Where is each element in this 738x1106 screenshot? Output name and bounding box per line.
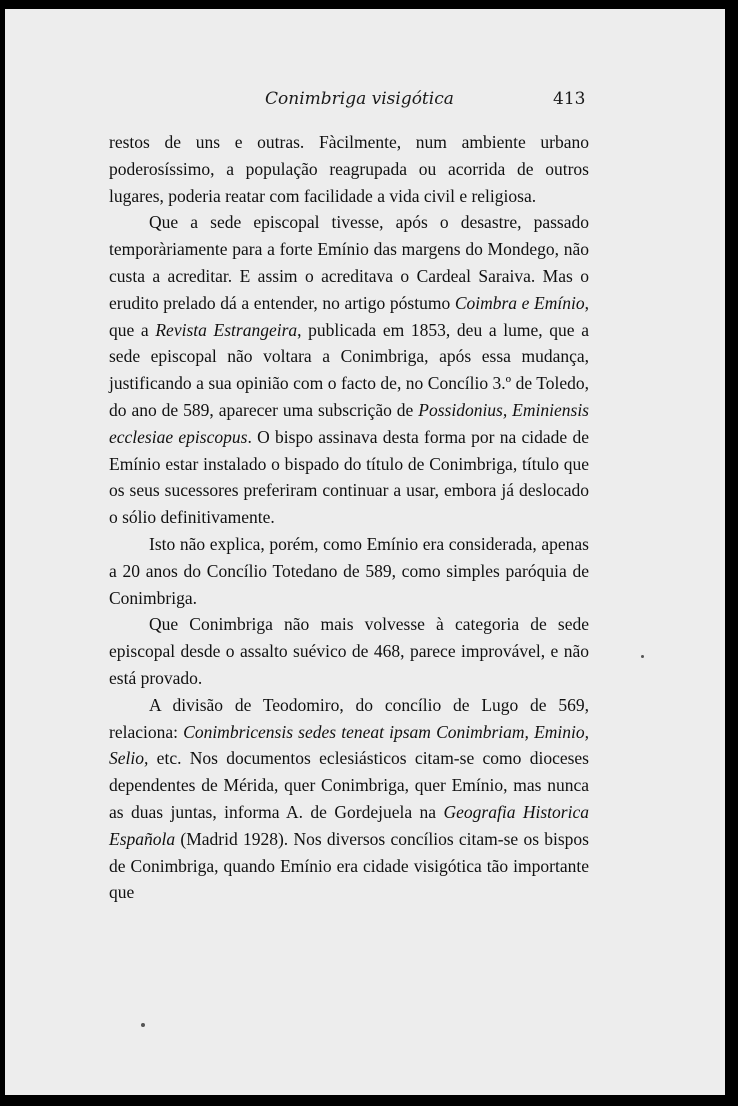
book-page bbox=[5, 9, 725, 1095]
page-number: 413 bbox=[553, 89, 586, 109]
paragraph bbox=[109, 531, 589, 611]
italic-title-revista-estrangeira: Revista Estrangeira bbox=[155, 319, 298, 340]
text-run: restos de uns e outras. Fàcilmente, num ambiente urbano poderosíssimo, a população reagrupada ou acorrida de outros lugares, poderia reatar com facilidade a vida civil e religiosa. bbox=[109, 132, 589, 206]
italic-latin-quote: Conimbricensis sedes teneat ipsam Conimbriam, Eminio, Selio, bbox=[109, 721, 590, 769]
text-run: , publicada em 1853, deu a lume, que a sede episcopal não voltara a Conimbriga, após essa mudança, justificando a sua opinião com o facto de, no Concílio 3.º de Toledo, do ano de 589, aparecer uma subscrição de bbox=[109, 319, 589, 420]
text-run: . O bispo assinava desta forma por na cidade de Emínio estar instalado o bispado do título de Conimbriga, título que os seus sucessores preferiram continuar a usar, embora já deslocado o sólio definitivamente. bbox=[109, 426, 589, 528]
paragraph bbox=[109, 129, 589, 209]
text-run: A divisão de Teodomiro, do concílio de Lugo de 569, relaciona: bbox=[109, 694, 589, 742]
text-run: Que a sede episcopal tivesse, após o desastre, passado temporàriamente para a forte Emínio das margens do Mondego, não custa a acreditar. E assim o acreditava o Cardeal Saraiva. Mas o erudito prelado dá a entender, no artigo póstumo bbox=[109, 212, 589, 313]
text-run: etc. Nos documentos eclesiásticos citam-se como dioceses dependentes de Mérida, quer Conimbriga, quer Emínio, mas nunca as duas juntas, informa A. de Gordejuela na bbox=[109, 748, 589, 822]
italic-latin-subscription: Possidonius, Eminiensis ecclesiae episcopus bbox=[109, 399, 589, 447]
text-run: (Madrid 1928). Nos diversos concílios citam-se os bispos de Conimbriga, quando Emínio era cidade visigótica tão importante que bbox=[109, 828, 589, 903]
paper-speck bbox=[141, 1023, 145, 1027]
text-run: Isto não explica, porém, como Emínio era considerada, apenas a 20 anos do Concílio Totedano de 589, como simples paróquia de Conimbriga. bbox=[109, 533, 589, 608]
text-run: Que Conimbriga não mais volvesse à categoria de sede episcopal desde o assalto suévico de 468, parece improvável, e não está provado. bbox=[109, 614, 589, 688]
body-text bbox=[109, 129, 589, 906]
paragraph bbox=[109, 611, 589, 691]
italic-title-geografia: Geografia Historica Española bbox=[109, 801, 589, 849]
running-title: Conimbriga visigótica bbox=[265, 89, 454, 109]
page-header bbox=[5, 89, 725, 113]
paragraph bbox=[109, 209, 589, 531]
italic-title-coimbra-e-eminio: Coimbra e Emínio bbox=[454, 292, 585, 313]
paragraph bbox=[109, 692, 589, 906]
text-run: , que a bbox=[109, 292, 589, 340]
paper-speck bbox=[641, 655, 644, 658]
